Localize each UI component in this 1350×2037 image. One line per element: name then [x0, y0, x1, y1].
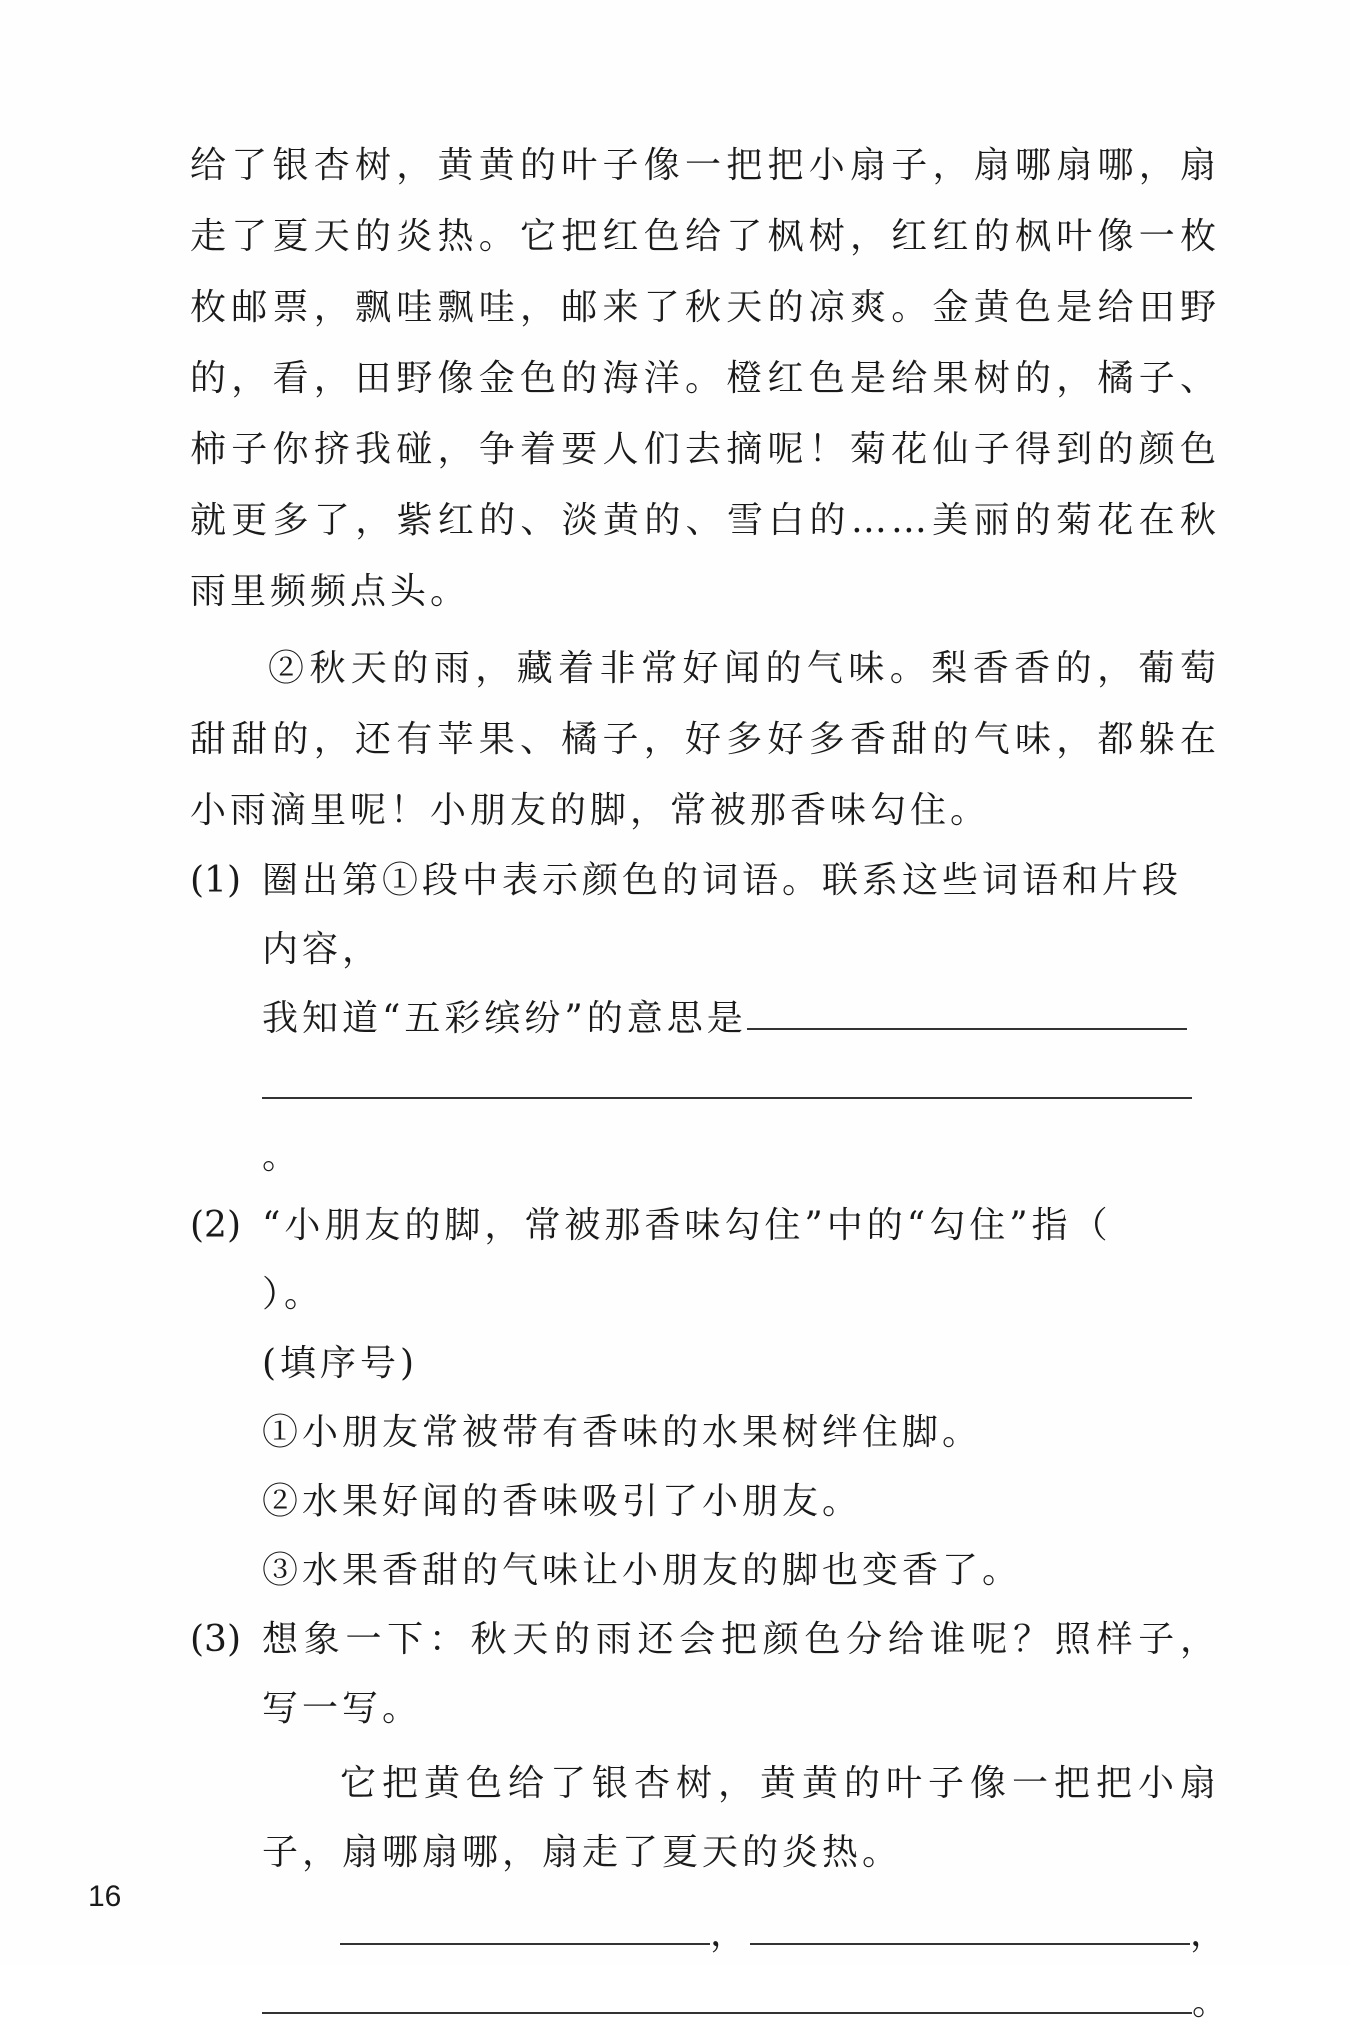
question-2-stem-after: ）。 [262, 1274, 325, 1315]
answer-blank-3a[interactable] [340, 1907, 710, 1945]
passage-paragraph-1: 给了银杏树，黄黄的叶子像一把把小扇子，扇哪扇哪，扇走了夏天的炎热。它把红色给了枫树，红红的枫叶像一枚枚邮票，飘哇飘哇，邮来了秋天的凉爽。金黄色是给田野的，看，田野像金色的海洋。橙红色是给果树的，橘子、柿子你挤我碰，争着要人们去摘呢！菊花仙子得到的颜色就更多了，紫红的、淡黄的、雪白的……美丽的菊花在秋雨里频频点头。 [190, 145, 1220, 612]
question-2-stem [262, 1191, 1220, 1329]
page-number: 16 [88, 1880, 122, 1913]
example-sentence: 它把黄色给了银杏树，黄黄的叶子像一把把小扇子，扇哪扇哪，扇走了夏天的炎热。 [262, 1763, 1220, 1873]
question-1-prompt: 我知道“五彩缤纷”的意思是 [262, 998, 747, 1039]
question-3-end-mark: 。 [1192, 1982, 1233, 2023]
answer-blank-3b[interactable] [750, 1907, 1190, 1945]
option-1: ①小朋友常被带有香味的水果树绊住脚。 [262, 1412, 983, 1453]
question-1-end-mark: 。 [262, 1136, 303, 1177]
answer-blank-1a[interactable] [747, 992, 1187, 1030]
comma-1: ， [710, 1913, 751, 1954]
answer-row-2 [190, 1968, 1233, 2037]
question-2 [190, 1191, 1220, 1398]
question-1-line-3 [262, 1053, 1220, 1191]
question-1 [190, 846, 1220, 1191]
answer-blank-1b[interactable] [262, 1061, 1192, 1099]
passage-paragraph-2: ②秋天的雨，藏着非常好闻的气味。梨香香的，葡萄甜甜的，还有苹果、橘子，好多好多香甜的气味，都躲在小雨滴里呢！小朋友的脚，常被那香味勾住。 [190, 648, 1220, 831]
question-1-line-2 [262, 984, 1220, 1053]
question-3-stem: 想象一下：秋天的雨还会把颜色分给谁呢？照样子，写一写。 [262, 1619, 1220, 1729]
question-2-note: (填序号) [262, 1343, 419, 1384]
question-3-number: (3) [190, 1619, 241, 1660]
question-3 [190, 1605, 1220, 1743]
page-content [190, 130, 1233, 2037]
question-1-line-1: 圈出第①段中表示颜色的词语。联系这些词语和片段内容， [262, 860, 1183, 970]
question-2-options [190, 1398, 1220, 1605]
question-2-stem-before: “小朋友的脚，常被那香味勾住”中的“勾住”指（ [262, 1205, 1112, 1246]
answer-blank-3c[interactable] [262, 1976, 1192, 2014]
option-3: ③水果香甜的气味让小朋友的脚也变香了。 [262, 1550, 1023, 1591]
question-2-number: (2) [190, 1205, 241, 1246]
answer-row-1 [190, 1899, 1231, 1968]
question-3-example [190, 1749, 1220, 1887]
option-2: ②水果好闻的香味吸引了小朋友。 [262, 1481, 863, 1522]
question-1-number: (1) [190, 860, 241, 901]
comma-2: ， [1190, 1913, 1231, 1954]
